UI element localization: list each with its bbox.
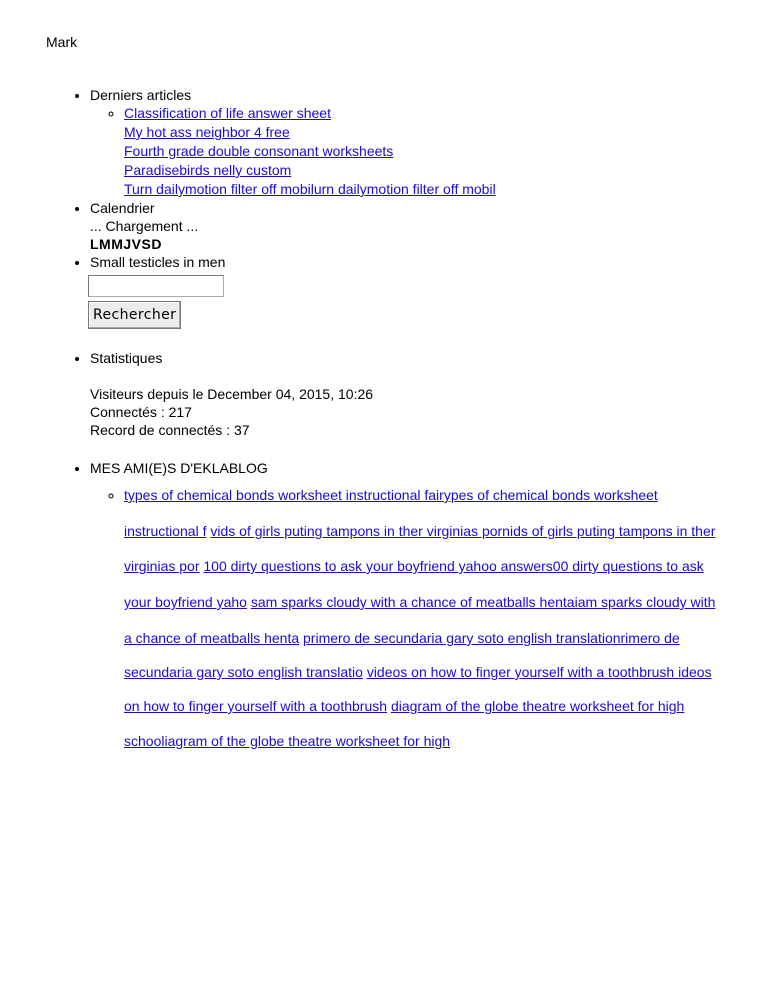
friend-link[interactable]: vids of girls puting tampons in ther virginias pornids of girls puting tampons in ther virginias por xyxy=(124,523,716,574)
search-form xyxy=(88,275,768,329)
page-title: Mark xyxy=(46,34,78,50)
friend-link[interactable]: videos on how to finger yourself with a toothbrush ideos on how to finger yourself with a toothbrush xyxy=(124,664,712,714)
recent-articles-list xyxy=(90,104,768,199)
friend-link[interactable]: diagram of the globe theatre worksheet for high schooliagram of the globe theatre worksheet for high xyxy=(124,698,685,749)
stat-record: Record de connectés : 37 xyxy=(90,422,250,438)
friend-link[interactable]: types of chemical bonds worksheet instructional fairypes of chemical bonds worksheet instructional f xyxy=(124,487,658,539)
widget-recent-articles xyxy=(90,86,768,199)
sidebar-widgets xyxy=(46,86,768,759)
widget-heading: Derniers articles xyxy=(90,87,192,103)
search-input[interactable] xyxy=(88,275,224,297)
friends-list xyxy=(90,477,768,759)
widget-heading: Calendrier xyxy=(90,200,155,216)
stat-visitors: Visiteurs depuis le December 04, 2015, 10:26 xyxy=(90,386,374,402)
list-item xyxy=(124,104,768,199)
article-link[interactable]: Paradisebirds nelly custom xyxy=(124,162,292,178)
statistics-block xyxy=(90,385,768,439)
widget-calendar xyxy=(90,199,768,253)
search-button[interactable]: Rechercher xyxy=(88,301,181,329)
widget-search xyxy=(90,253,768,329)
widget-friends xyxy=(90,459,768,759)
calendar-loading-text: ... Chargement ... xyxy=(90,218,199,234)
widget-heading: Small testicles in men xyxy=(90,254,226,270)
friend-link[interactable]: primero de secundaria gary soto english translationrimero de secundaria gary soto english translatio xyxy=(124,630,680,680)
stat-connected: Connectés : 217 xyxy=(90,404,192,420)
widget-statistics xyxy=(90,349,768,439)
friend-link[interactable]: sam sparks cloudy with a chance of meatballs hentaiam sparks cloudy with a chance of meatballs henta xyxy=(124,594,716,646)
widget-heading: Statistiques xyxy=(90,350,163,366)
calendar-weekday-header: LMMJVSD xyxy=(90,236,162,252)
article-link[interactable]: My hot ass neighbor 4 free xyxy=(124,124,290,140)
widget-heading: MES AMI(E)S D'EKLABLOG xyxy=(90,460,268,476)
article-link[interactable]: Fourth grade double consonant worksheets xyxy=(124,143,394,159)
friends-link-cloud xyxy=(124,477,724,759)
article-link[interactable]: Turn dailymotion filter off mobilurn dailymotion filter off mobil xyxy=(124,181,496,197)
article-link[interactable]: Classification of life answer sheet xyxy=(124,105,331,121)
friend-link[interactable]: 100 dirty questions to ask your boyfriend yahoo answers00 dirty questions to ask your boyfriend yaho xyxy=(124,558,704,610)
